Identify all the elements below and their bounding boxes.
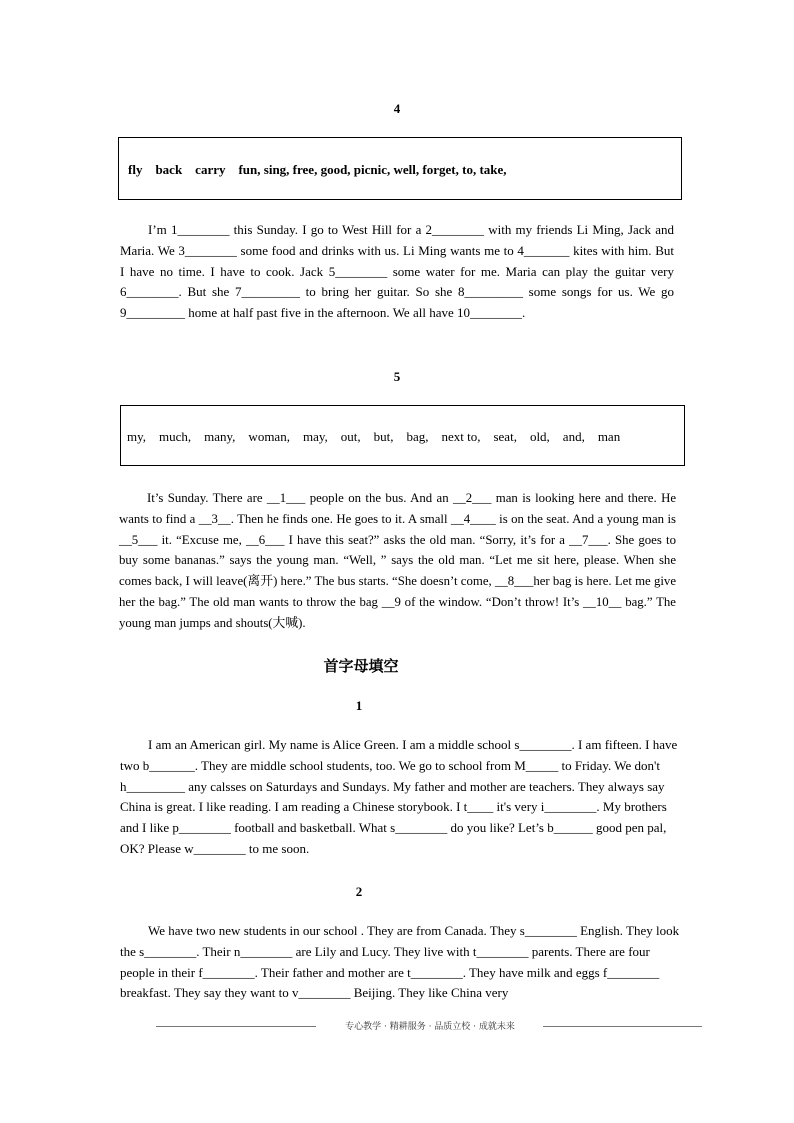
word-list: fly back carry fun, sing, free, good, picnic, well, forget, to, take,: [128, 162, 507, 177]
footer-rule-left: [156, 1026, 316, 1027]
footer-rule-right: [543, 1026, 702, 1027]
passage: I’m 1________ this Sunday. I go to West Hill for a 2________ with my friends Li Ming, Jack and Maria. We 3________ some food and drinks with us. Li Ming wants me to 4_______ kites with him. But I have no time. I have to cook. Jack 5________ some water for me. Maria can play the guitar very 6________. But she 7_________ to bring her guitar. So she 8_________ some songs for us. We go 9_________ home at half past five in the afternoon. We all have 10________.: [120, 222, 674, 321]
passage: It’s Sunday. There are __1___ people on the bus. And an __2___ man is looking here and there. He wants to find a __3__. Then he finds one. He goes to it. A small __4____ is on the seat. And a young man is __5___ it. “Excuse me, __6___ I have this seat?” asks the old man. “Sorry, it’s for a __7___. She goes to buy some bananas.” says the young man. “Well, ” says the old man. “Let me sit here, please. When she comes back, I will leave(离开) here.” The bus starts. “She doesn’t come, __8___her bag is here. Let me give her the bag.” The old man wants to throw the bag __9 of the window. “Don’t throw! It’s __10__ bag.” The young man jumps and shouts(大喊).: [119, 491, 676, 630]
word-box: [118, 137, 682, 200]
footer-motto: 专心教学 · 精耕服务 · 品质立校 · 成就未来: [345, 1022, 515, 1032]
section-number: 5: [393, 369, 401, 384]
word-box: [120, 405, 685, 466]
section-number: 1: [355, 698, 363, 713]
section-number: 4: [393, 101, 401, 116]
page-footer: [156, 1018, 702, 1034]
passage: I am an American girl. My name is Alice Green. I am a middle school s________. I am fifteen. I have two b_______. They are middle school students, too. We go to school from M_____ to Friday. We don't h_________ any calsses on Saturdays and Sundays. My father and mother are teachers. They always say China is great. I like reading. I am reading a Chinese storybook. I t____ it's very i________. My brothers and I like p________ football and basketball. What s________ do you like? Let’s b______ good pen pal, OK? Please w________ to me soon.: [120, 737, 678, 856]
section-number: 2: [355, 884, 363, 899]
section-heading: 首字母填空: [323, 657, 399, 675]
word-list: my, much, many, woman, may, out, but, bag, next to, seat, old, and, man: [127, 429, 621, 444]
passage: We have two new students in our school . They are from Canada. They s________ English. They look the s________. Their n________ are Lily and Lucy. They live with t________ parents. There are four people in their f________. Their father and mother are t________. They have milk and eggs f________ breakfast. They say they want to v________ Beijing. They like China very: [120, 923, 680, 1001]
